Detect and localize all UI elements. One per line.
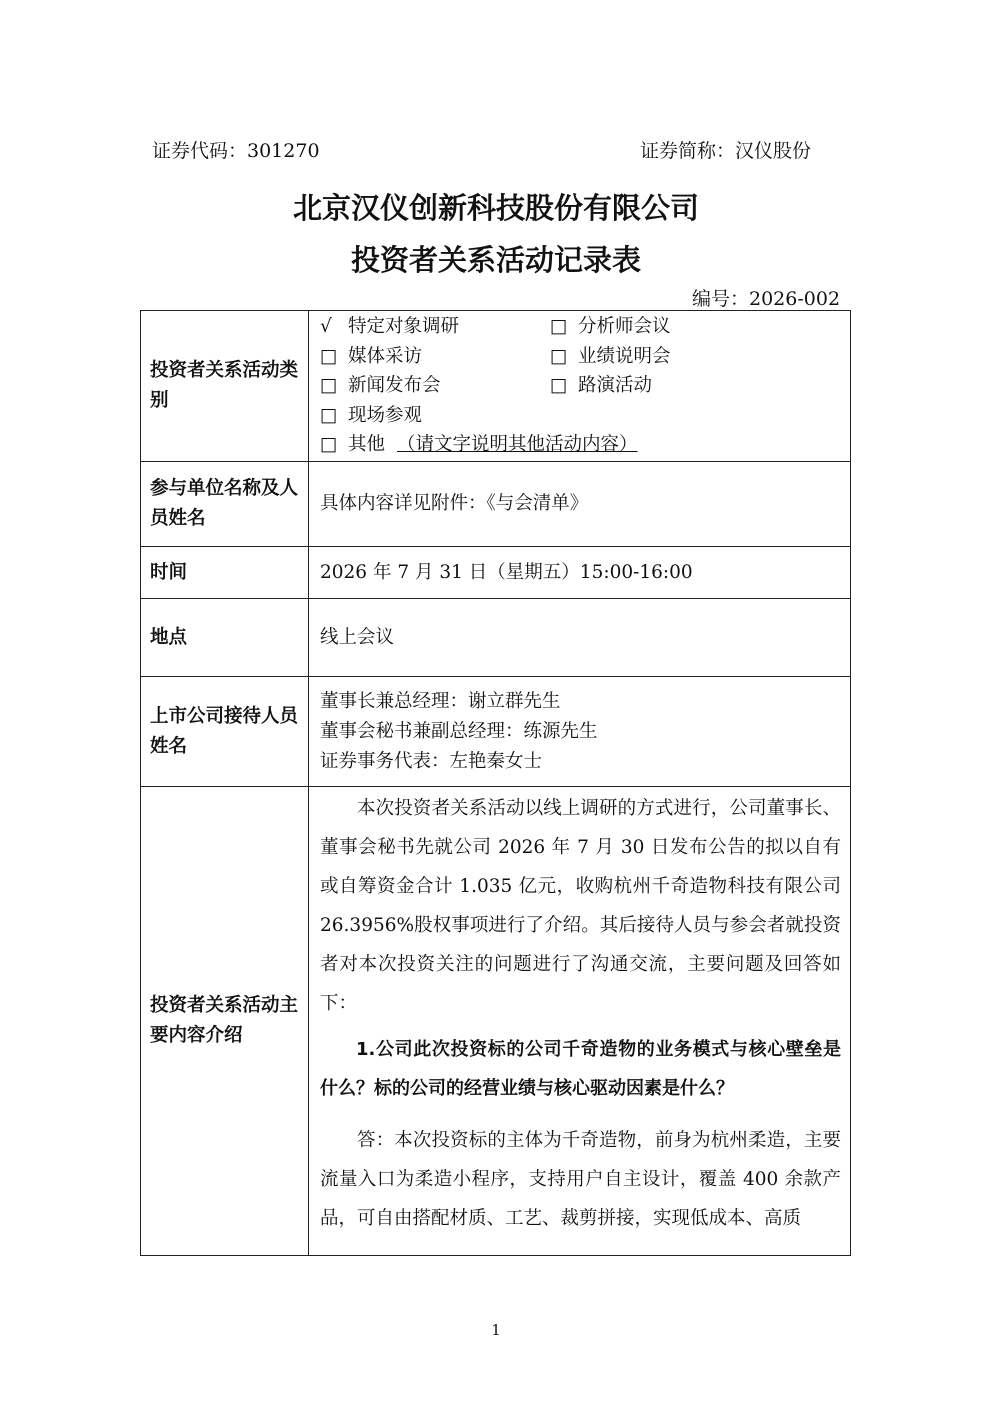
- activity-option: [320, 371, 550, 401]
- participants-value: 具体内容详见附件：《与会清单》: [309, 462, 851, 547]
- checkbox-icon: □: [320, 345, 338, 367]
- serial-number: 编号：2026-002: [692, 288, 841, 310]
- row-time: [141, 547, 851, 599]
- row-content: [141, 787, 851, 1256]
- checkbox-icon: □: [550, 345, 568, 367]
- activity-option: [320, 312, 550, 342]
- question-1: 1.公司此次投资标的公司千奇造物的业务模式与核心壁垒是什么？标的公司的经营业绩与核心驱动因素是什么？: [320, 1039, 841, 1099]
- activity-option-label: 新闻发布会: [348, 375, 441, 397]
- row-reception: [141, 677, 851, 787]
- reception-person: 董事会秘书兼副总经理：练源先生: [320, 720, 598, 742]
- checkbox-icon: □: [320, 404, 338, 426]
- document-title: 投资者关系活动记录表: [350, 243, 641, 277]
- reception-label: 上市公司接待人员姓名: [141, 677, 309, 787]
- company-title: 北京汉仪创新科技股份有限公司: [292, 191, 699, 225]
- record-table: [140, 310, 851, 1256]
- row-participants: [141, 462, 851, 547]
- time-value: 2026 年 7 月 31 日（星期五）15:00-16:00: [309, 547, 851, 599]
- answer-1: 答：本次投资标的主体为千奇造物，前身为杭州柔造，主要流量入口为柔造小程序，支持用户自主设计，覆盖 400 余款产品，可自由搭配材质、工艺、裁剪拼接，实现低成本、高质: [320, 1130, 841, 1229]
- stock-short-name: 证券简称：汉仪股份: [640, 140, 812, 162]
- reception-people: [309, 677, 851, 787]
- activity-option-label: 媒体采访: [348, 345, 423, 367]
- row-activity-type: [141, 311, 851, 462]
- content-intro: 本次投资者关系活动以线上调研的方式进行，公司董事长、董事会秘书先就公司 2026 年 7 月 30 日发布公告的拟以自有或自筹资金合计 1.035 亿元，收购杭州千奇造物科技有限公司 26.3956%股权事项进行了介绍。其后接待人员与参会者就投资者对本次投资关注的问题进行了沟通交流，主要问题及回答如下：: [320, 798, 841, 1014]
- participants-label: 参与单位名称及人员姓名: [141, 462, 309, 547]
- content-label: 投资者关系活动主要内容介绍: [141, 787, 309, 1256]
- content-body: [309, 787, 851, 1256]
- row-location: [141, 599, 851, 677]
- activity-option: [550, 312, 800, 342]
- location-value: 线上会议: [309, 599, 851, 677]
- activity-option: [320, 342, 550, 372]
- activity-option-label: 其他: [348, 434, 386, 456]
- activity-option-label: 业绩说明会: [578, 345, 671, 367]
- activity-option: [550, 342, 800, 372]
- time-label: 时间: [141, 547, 309, 599]
- checkbox-icon: □: [550, 375, 568, 397]
- activity-type-options: [309, 311, 851, 462]
- checkbox-icon: □: [320, 434, 338, 456]
- reception-person: 证券事务代表：左艳秦女士: [320, 750, 543, 772]
- location-label: 地点: [141, 599, 309, 677]
- activity-option-label: 路演活动: [578, 375, 653, 397]
- activity-option-label: 分析师会议: [578, 316, 671, 338]
- page-number: 1: [491, 1321, 501, 1339]
- checkbox-icon: □: [320, 375, 338, 397]
- activity-type-label: 投资者关系活动类别: [141, 311, 309, 462]
- activity-option-label: 特定对象调研: [348, 316, 460, 338]
- stock-code: 证券代码：301270: [152, 140, 320, 162]
- checkbox-icon: □: [550, 316, 568, 338]
- activity-option: [550, 371, 800, 401]
- reception-person: 董事长兼总经理：谢立群先生: [320, 690, 561, 712]
- checkmark-icon: √: [320, 316, 332, 338]
- other-activity-description: （请文字说明其他活动内容）: [397, 434, 638, 456]
- activity-option: [320, 401, 550, 431]
- activity-option-label: 现场参观: [348, 404, 423, 426]
- activity-option-other: [320, 430, 841, 460]
